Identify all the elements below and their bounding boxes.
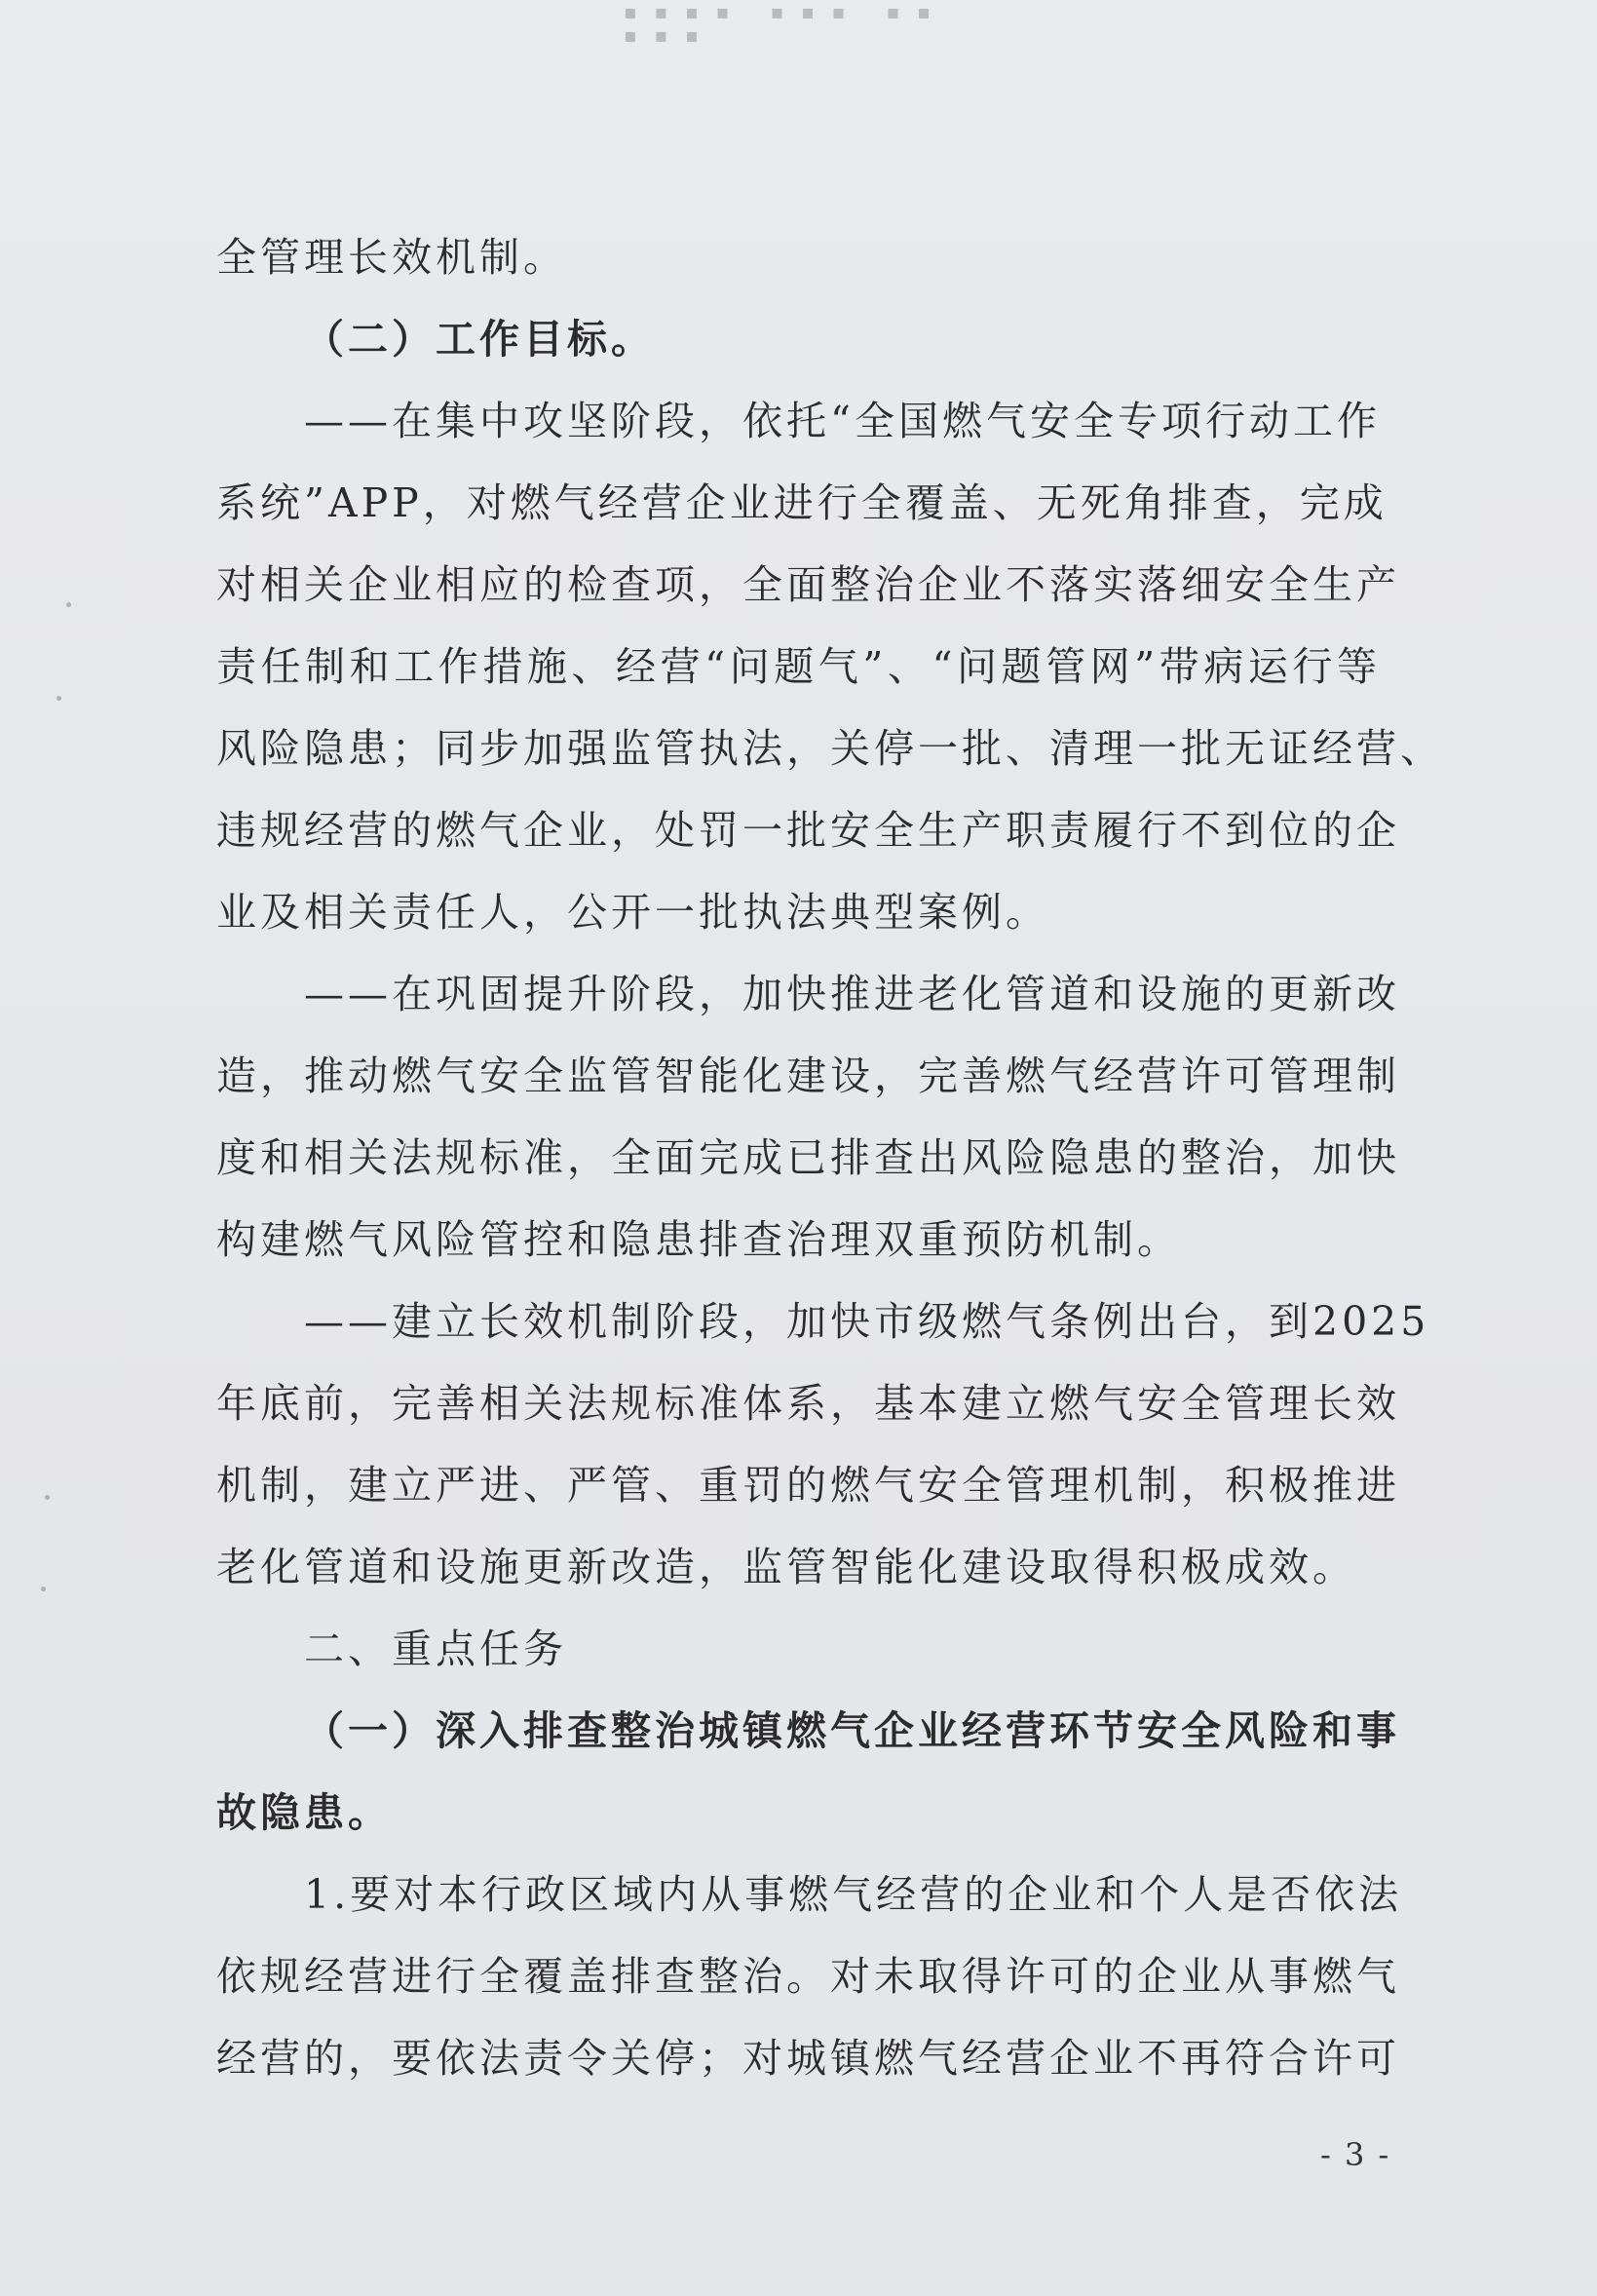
paragraph-line: ——在巩固提升阶段，加快推进老化管道和设施的更新改: [304, 971, 1400, 1017]
scan-speck: [57, 696, 61, 701]
paragraph-line: 1.要对本行政区域内从事燃气经营的企业和个人是否依法: [304, 1871, 1403, 1918]
scan-speck: [41, 1587, 46, 1591]
scan-speck: [66, 602, 71, 607]
scan-speck: [45, 1495, 50, 1500]
subsection-heading: （一）深入排查整治城镇燃气企业经营环节安全风险和事: [304, 1707, 1400, 1754]
paragraph-line: 造，推动燃气安全监管智能化建设，完善燃气经营许可管理制: [216, 1052, 1400, 1099]
subsection-heading: 故隐患。: [216, 1789, 392, 1836]
paragraph-line: 对相关企业相应的检查项，全面整治企业不落实落细安全生产: [216, 561, 1400, 608]
paragraph-line: 度和相关法规标准，全面完成已排查出风险隐患的整治，加快: [216, 1134, 1400, 1181]
paragraph-line: 依规经营进行全覆盖排查整治。对未取得许可的企业从事燃气: [216, 1953, 1400, 2000]
paragraph-line: 全管理长效机制。: [216, 234, 567, 281]
paragraph-line: ——建立长效机制阶段，加快市级燃气条例出台，到2025: [304, 1298, 1430, 1345]
paragraph-line: 违规经营的燃气企业，处罚一批安全生产职责履行不到位的企: [216, 807, 1400, 854]
bleed-through-text: ▪▪▪▪ ▪▪▪ ▪▪ ▪▪▪: [624, 0, 948, 47]
paragraph-line: 构建燃气风险管控和隐患排查治理双重预防机制。: [216, 1216, 1181, 1263]
page-number: - 3 -: [1320, 2136, 1391, 2173]
paragraph-line: 风险隐患；同步加强监管执法，关停一批、清理一批无证经营、: [216, 725, 1444, 772]
paragraph-line: 责任制和工作措施、经营“问题气”、“问题管网”带病运行等: [216, 643, 1381, 690]
paragraph-line: 机制，建立严进、严管、重罚的燃气安全管理机制，积极推进: [216, 1462, 1400, 1509]
paragraph-line: 年底前，完善相关法规标准体系，基本建立燃气安全管理长效: [216, 1380, 1400, 1427]
section-heading: （二）工作目标。: [304, 316, 655, 363]
section-heading: 二、重点任务: [304, 1626, 567, 1672]
paragraph-line: 业及相关责任人，公开一批执法典型案例。: [216, 889, 1049, 936]
paragraph-line: 系统”APP，对燃气经营企业进行全覆盖、无死角排查，完成: [216, 479, 1388, 526]
paragraph-line: 经营的，要依法责令关停；对城镇燃气经营企业不再符合许可: [216, 2035, 1400, 2082]
paragraph-line: 老化管道和设施更新改造，监管智能化建设取得积极成效。: [216, 1544, 1356, 1590]
paragraph-line: ——在集中攻坚阶段，依托“全国燃气安全专项行动工作: [304, 398, 1381, 444]
